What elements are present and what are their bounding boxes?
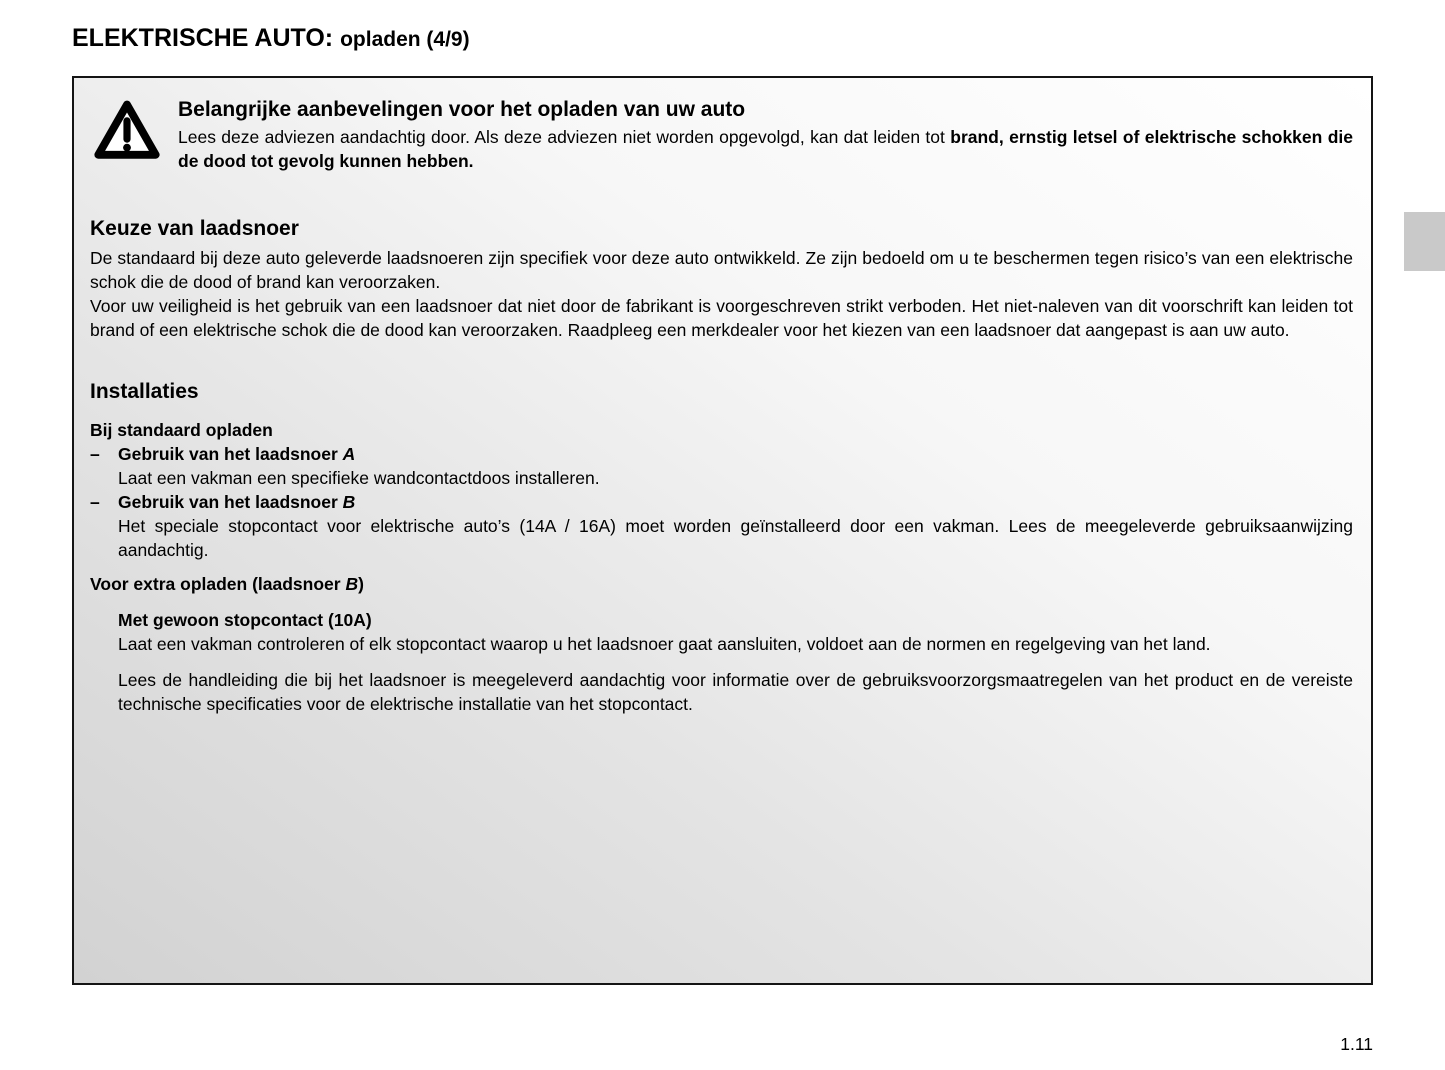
list-item-laadsnoer-a: [90, 442, 1353, 490]
section-installaties: [90, 380, 1353, 716]
page-title-sub: opladen (4/9): [340, 28, 470, 51]
keuze-paragraph-2: Voor uw veiligheid is het gebruik van een laadsnoer dat niet door de fabrikant is voorgeschreven strikt verboden. Het niet-naleven van dit voorschrift kan leiden tot brand of een elektrische schok die de dood kan veroorzaken. Raadpleeg een merkdealer voor het kiezen van een laadsnoer dat aangepast is aan uw auto.: [90, 296, 1353, 340]
list-item-laadsnoer-b: [90, 490, 1353, 562]
warning-triangle-icon: [94, 100, 160, 165]
page-title-main: ELEKTRISCHE AUTO:: [72, 24, 334, 52]
page-title: [72, 24, 470, 53]
warning-block: [94, 98, 1353, 173]
laadsnoer-b-label-text: Gebruik van het laadsnoer: [118, 492, 343, 512]
warning-text: [178, 98, 1353, 173]
keuze-heading: Keuze van laadsnoer: [90, 217, 299, 240]
laadsnoer-b-label: [118, 490, 1353, 514]
warning-heading: Belangrijke aanbevelingen voor het opladen van uw auto: [178, 98, 746, 121]
section-edge-tab: [1404, 212, 1445, 271]
socket-block: [118, 608, 1353, 656]
extra-opladen-prefix: Voor extra opladen (laadsnoer: [90, 574, 346, 594]
page-number: 1.11: [1340, 1034, 1373, 1054]
subheading-gewoon-stopcontact: Met gewoon stopcontact (10A): [118, 610, 372, 630]
list-dash: –: [90, 492, 100, 512]
list-item-content: [118, 442, 1353, 490]
list-item-content: [118, 490, 1353, 562]
extra-opladen-variable: B: [345, 574, 359, 594]
list-dash: –: [90, 444, 100, 464]
warning-body: [178, 125, 1353, 173]
laadsnoer-a-label: [118, 442, 1353, 466]
laadsnoer-b-variable: B: [342, 492, 356, 512]
extra-opladen-suffix: ): [358, 574, 364, 594]
laadsnoer-b-body: Het speciale stopcontact voor elektrische auto’s (14A / 16A) moet worden geïnstalleerd door een vakman. Lees de meegeleverde gebruiksaanwijzing aandachtig.: [118, 516, 1353, 560]
installaties-heading: Installaties: [90, 380, 199, 403]
content-box: [72, 76, 1373, 985]
laadsnoer-a-body: Laat een vakman een specifieke wandcontactdoos installeren.: [118, 468, 600, 488]
section-keuze: [90, 217, 1353, 342]
subheading-extra-opladen: [90, 572, 1353, 596]
warning-body-normal: Lees deze adviezen aandachtig door. Als deze adviezen niet worden opgevolgd, kan dat leiden tot: [178, 127, 951, 147]
socket-body: Laat een vakman controleren of elk stopcontact waarop u het laadsnoer gaat aansluiten, voldoet aan de normen en regelgeving van het land.: [118, 634, 1211, 654]
laadsnoer-a-variable: A: [342, 444, 356, 464]
laadsnoer-a-label-text: Gebruik van het laadsnoer: [118, 444, 343, 464]
final-paragraph: Lees de handleiding die bij het laadsnoer is meegeleverd aandachtig voor informatie over de gebruiksvoorzorgsmaatregelen van het product en de vereiste technische specificaties voor de elektrische installatie van het stopcontact.: [118, 670, 1353, 714]
keuze-paragraph-1: De standaard bij deze auto geleverde laadsnoeren zijn specifiek voor deze auto ontwikkeld. Ze zijn bedoeld om u te beschermen tegen risico’s van een elektrische schok die de dood of brand kan veroorzaken.: [90, 248, 1353, 292]
warning-body-bold: brand, ernstig letsel of elektrische schokken die de dood tot gevolg kunnen hebben.: [178, 127, 1353, 171]
subheading-standaard-opladen: Bij standaard opladen: [90, 420, 273, 440]
